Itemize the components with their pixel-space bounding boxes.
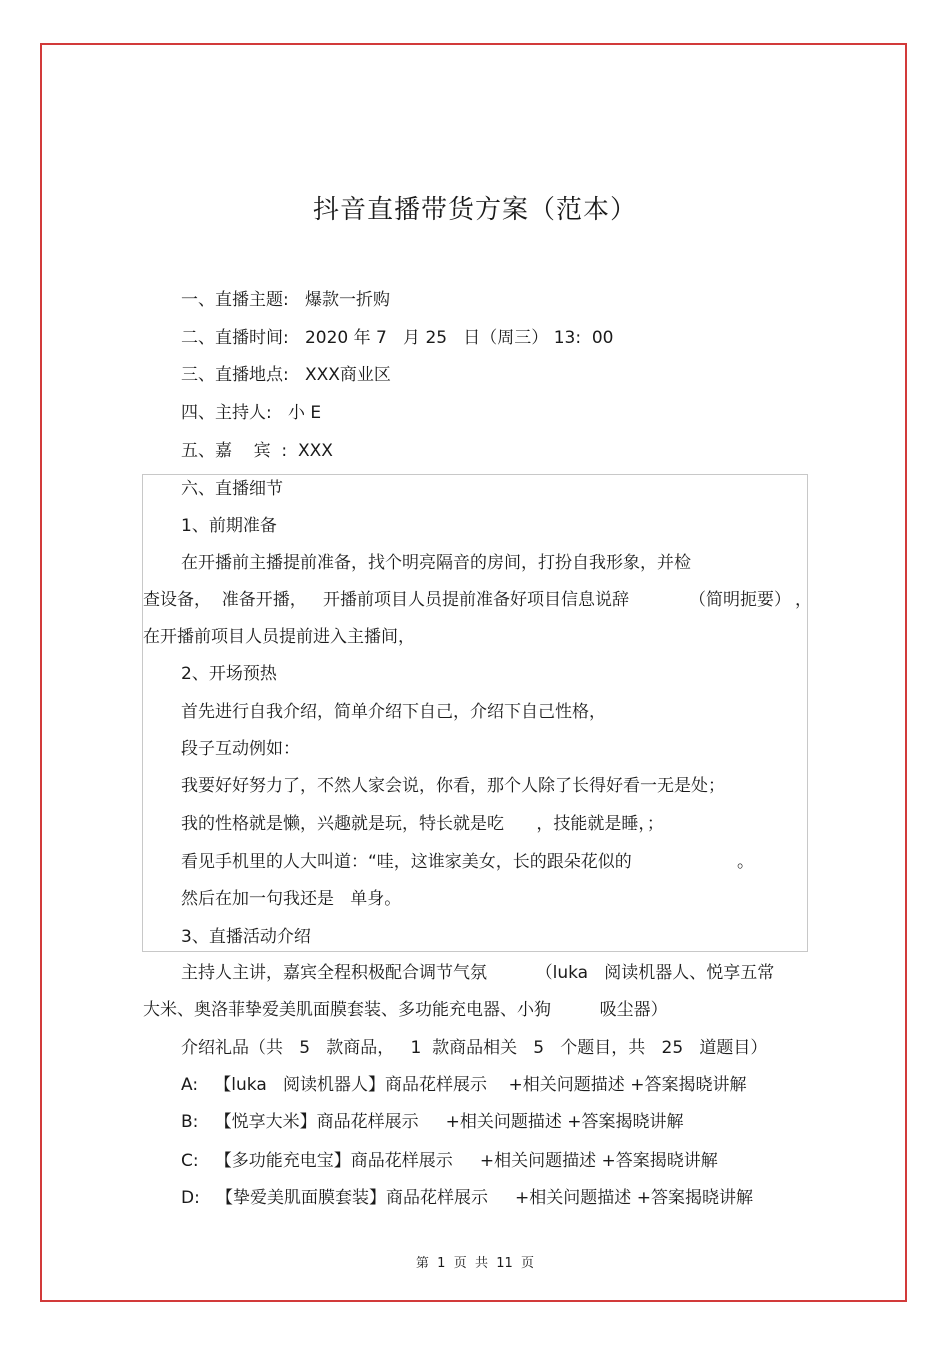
prep-line-3: 在开播前项目人员提前进入主播间， bbox=[143, 627, 415, 647]
prep-line-1: 在开播前主播提前准备，找个明亮隔音的房间，打扮自我形象，并检 bbox=[181, 553, 691, 573]
warmup-line-1: 首先进行自我介绍，简单介绍下自己，介绍下自己性格， bbox=[181, 702, 606, 722]
warmup-line-4: 我的性格就是懒，兴趣就是玩，特长就是吃 ，技能就是睡，； bbox=[181, 814, 664, 834]
warmup-line-2: 段子互动例如： bbox=[181, 739, 300, 759]
product-b: B: 【悦享大米】商品花样展示 +相关问题描述 +答案揭晓讲解 bbox=[181, 1112, 684, 1132]
activity-line-2: 大米、奥洛菲挚爱美肌面膜套装、多功能充电器、小狗 吸尘器） bbox=[143, 1000, 668, 1020]
subheading-preparation: 1、前期准备 bbox=[181, 516, 277, 536]
info-theme: 一、直播主题: 爆款一折购 bbox=[181, 290, 390, 310]
warmup-line-6: 然后在加一句我还是 单身。 bbox=[181, 889, 402, 909]
subheading-warmup: 2、开场预热 bbox=[181, 664, 277, 684]
warmup-line-5-end: 。 bbox=[737, 852, 754, 872]
activity-line-3: 介绍礼品（共 5 款商品， 1 款商品相关 5 个题目，共 25 道题目） bbox=[181, 1038, 768, 1058]
info-time: 二、直播时间: 2020 年 7 月 25 日（周三） 13: 00 bbox=[181, 328, 614, 348]
product-c: C: 【多功能充电宝】商品花样展示 +相关问题描述 +答案揭晓讲解 bbox=[181, 1151, 718, 1171]
prep-line-2-note: （简明扼要） bbox=[689, 590, 791, 610]
info-guest: 五、嘉 宾 : XXX bbox=[181, 441, 333, 461]
warmup-line-3: 我要好好努力了，不然人家会说，你看，那个人除了长得好看一无是处； bbox=[181, 776, 725, 796]
info-location: 三、直播地点: XXX商业区 bbox=[181, 365, 391, 385]
product-a: A: 【luka 阅读机器人】商品花样展示 +相关问题描述 +答案揭晓讲解 bbox=[181, 1075, 747, 1095]
page-footer: 第 1 页 共 11 页 bbox=[415, 1256, 535, 1271]
prep-line-2-comma: ， bbox=[795, 590, 812, 610]
warmup-line-5: 看见手机里的人大叫道：“哇，这谁家美女，长的跟朵花似的 bbox=[181, 852, 632, 872]
prep-line-2: 查设备， 准备开播， 开播前项目人员提前准备好项目信息说辞 bbox=[143, 590, 630, 610]
document-title: 抖音直播带货方案（范本） bbox=[312, 195, 637, 225]
subheading-activity: 3、直播活动介绍 bbox=[181, 927, 311, 947]
activity-line-1: 主持人主讲，嘉宾全程积极配合调节气氛 （luka 阅读机器人、悦享五常 bbox=[181, 963, 775, 983]
info-host: 四、主持人: 小 E bbox=[181, 403, 322, 423]
product-d: D: 【挚爱美肌面膜套装】商品花样展示 +相关问题描述 +答案揭晓讲解 bbox=[181, 1188, 753, 1208]
section-heading-details: 六、直播细节 bbox=[181, 479, 283, 499]
